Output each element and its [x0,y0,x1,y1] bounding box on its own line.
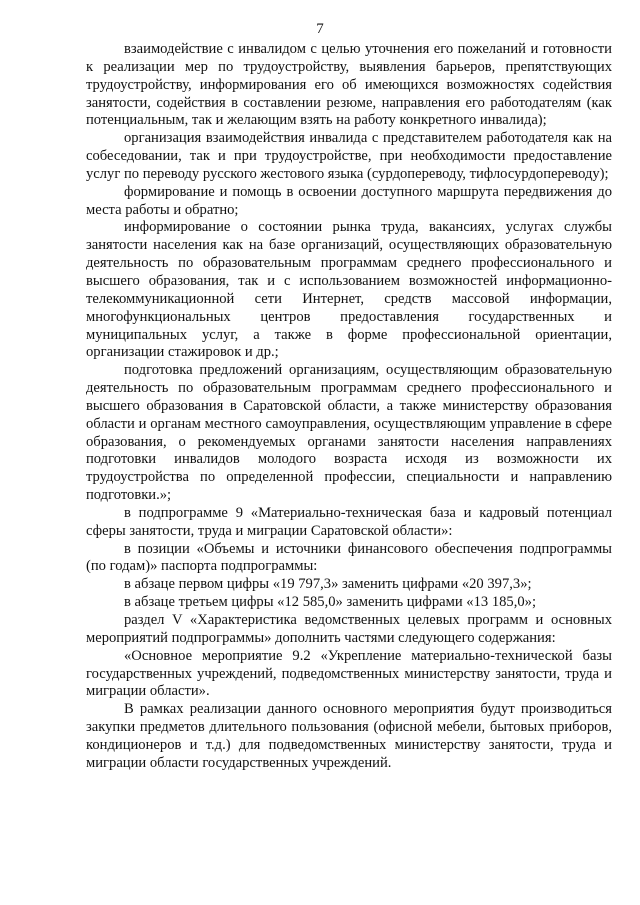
paragraph-3: формирование и помощь в освоении доступного маршрута передвижения до места работы и обратно; [86,183,612,218]
paragraph-4: информирование о состоянии рынка труда, вакансиях, услугах службы занятости населения как на базе организаций, осуществляющих образовательную деятельность по образовательным программам среднего профессионального и высшего образования, так и с использованием возможностей информационно-телекоммуникационной сети Интернет, средств массовой информации, многофункциональных центров предоставления государственных и муниципальных услуг, а также в форме профессиональной ориентации, организации стажировок и др.; [86,219,612,361]
paragraph-9: в абзаце третьем цифры «12 585,0» заменить цифрами «13 185,0»; [124,594,537,611]
paragraph-5: подготовка предложений организациям, осуществляющим образовательную деятельность по образовательным программам среднего профессионального и высшего образования в Саратовской области, а также министерству образования области и органам местного самоуправления, осуществляющим управление в сфере образования, о рекомендуемых органами занятости населения направлениях подготовки инвалидов молодого возраста исходя из возможности их трудоустройства по определенной профессии, специальности и направлению подготовки.»; [86,362,612,504]
page-number: 7 [316,21,324,37]
paragraph-10: раздел V «Характеристика ведомственных целевых программ и основных мероприятий подпрограммы» дополнить частями следующего содержания: [86,612,612,646]
paragraph-11: «Основное мероприятие 9.2 «Укрепление материально-технической базы государственных учреждений, подведомственных министерству занятости, труда и миграции области». [86,647,612,700]
paragraph-12: В рамках реализации данного основного мероприятия будут производиться закупки предметов длительного пользования (офисной мебели, бытовых приборов, кондиционеров и т.д.) для подведомственных министерству занятости, труда и миграции области государственных учреждений. [86,701,612,771]
paragraph-2: организация взаимодействия инвалида с представителем работодателя как на собеседовании, так и при трудоустройстве, при необходимости предоставление услуг по переводу русского жестового языка (сурдопереводу, тифлосурдопереводу); [86,130,612,182]
paragraph-6: в подпрограмме 9 «Материально-техническая база и кадровый потенциал сферы занятости, труда и миграции Саратовской области»: [86,504,612,539]
document-body [86,41,612,773]
paragraph-8: в абзаце первом цифры «19 797,3» заменить цифрами «20 397,3»; [124,576,532,593]
paragraph-1: взаимодействие с инвалидом с целью уточнения его пожеланий и готовности к реализации мер по трудоустройству, выявления барьеров, препятствующих трудоустройству, информирования его об имеющихся возможностях содействия занятости, содействия в составлении резюме, направления его работодателям (как потенциальным, так и желающим взять на работу конкретного инвалида); [86,41,612,129]
paragraph-7: в позиции «Объемы и источники финансового обеспечения подпрограммы (по годам)» паспорта подпрограммы: [86,540,612,575]
